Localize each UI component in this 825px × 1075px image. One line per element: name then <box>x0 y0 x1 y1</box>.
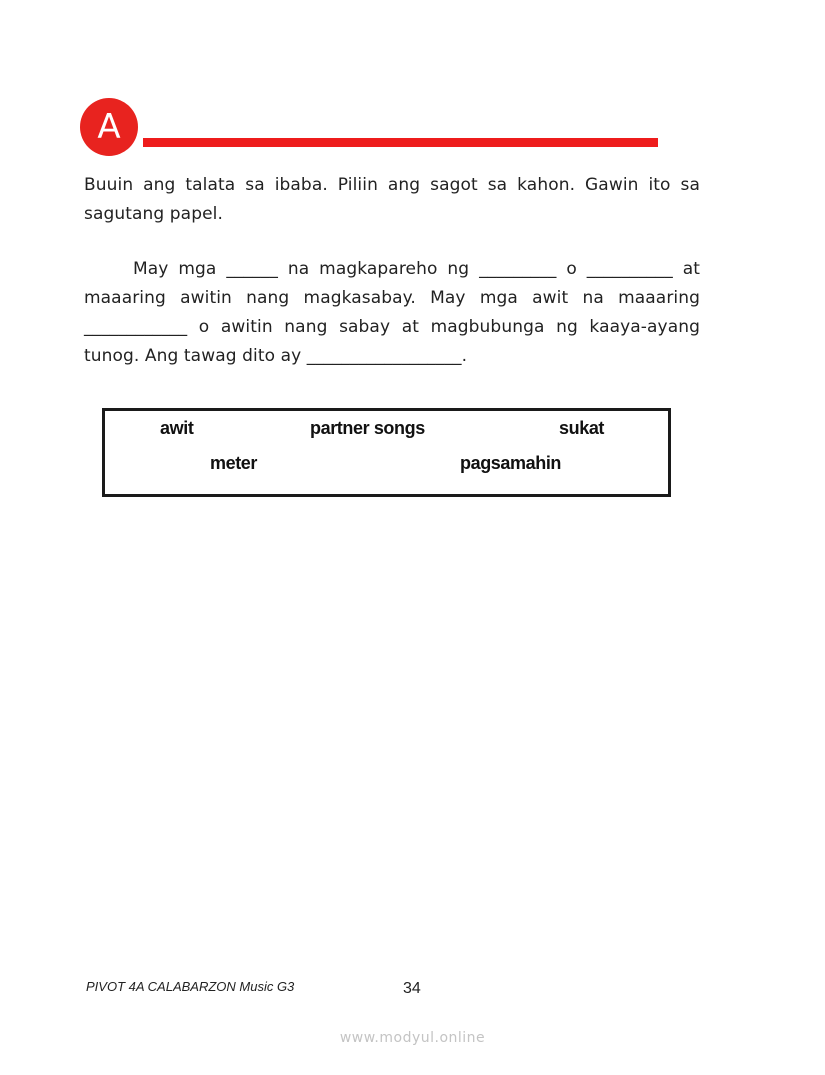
word-bank-item: partner songs <box>310 418 425 438</box>
footer-source: PIVOT 4A CALABARZON Music G3 <box>86 979 295 994</box>
fill-in-passage: May mga ______ na magkapareho ng _________ o __________ at maaaring awitin nang magkasabay. May mga awit na maaaring ____________ o awitin nang sabay at magbubunga ng kaaya-ayang tunog. Ang tawag dito ay __________________. <box>84 259 700 366</box>
section-letter: A <box>97 107 121 147</box>
page-number: 34 <box>403 980 421 997</box>
word-bank-item: meter <box>210 453 258 473</box>
word-bank-item: pagsamahin <box>460 453 562 473</box>
section-header-bar <box>143 138 658 147</box>
instruction-text: Buuin ang talata sa ibaba. Piliin ang sagot sa kahon. Gawin ito sa sagutang papel. <box>84 175 700 224</box>
word-bank-item: awit <box>160 418 194 438</box>
watermark: www.modyul.online <box>339 1030 486 1046</box>
word-bank-item: sukat <box>559 418 605 438</box>
word-bank-box <box>102 408 671 497</box>
section-badge <box>80 98 138 156</box>
